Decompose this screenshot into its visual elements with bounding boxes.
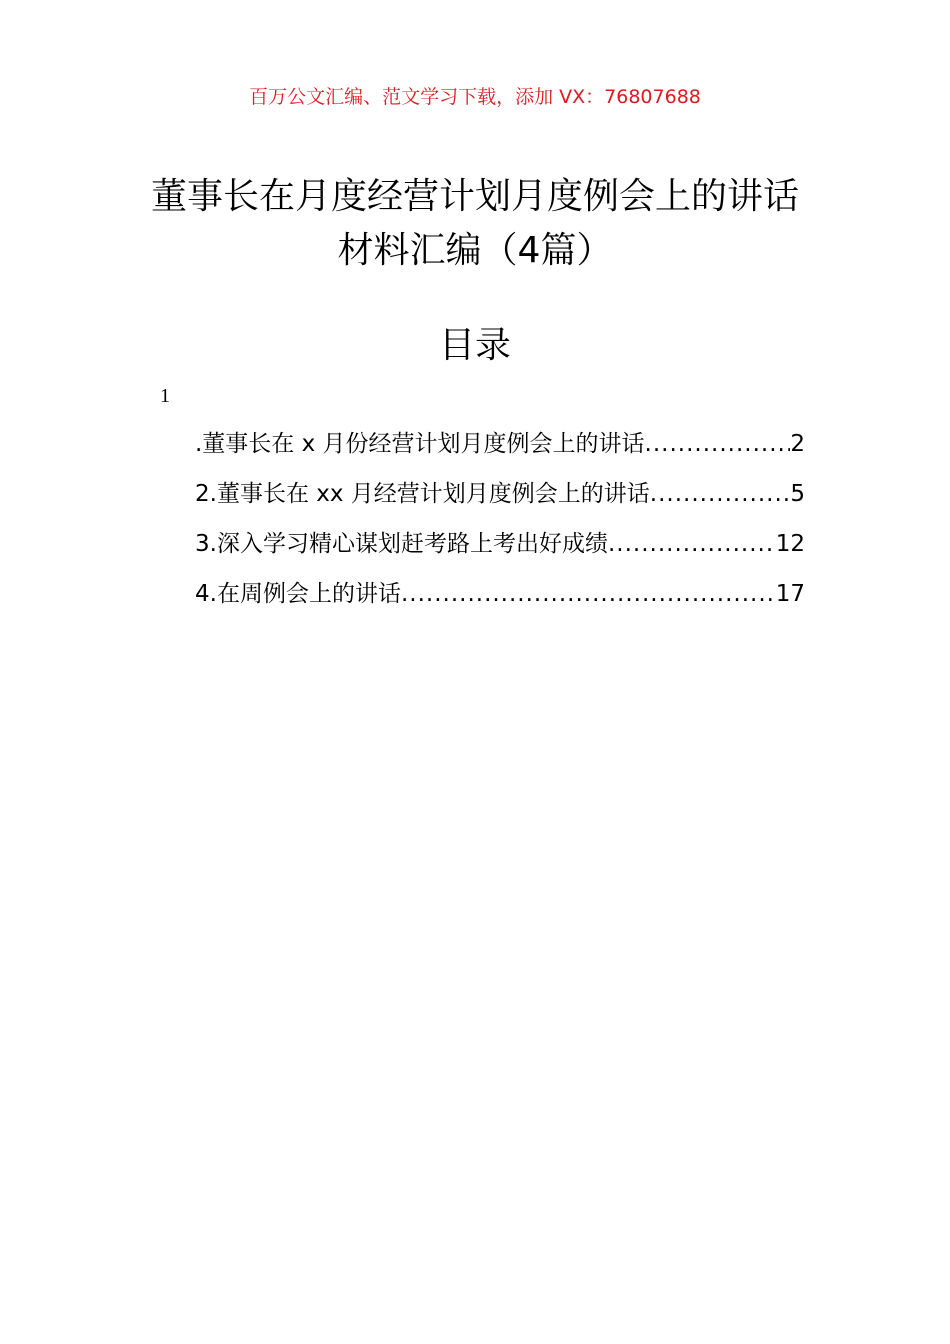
table-of-contents <box>195 424 805 624</box>
toc-leader-dots <box>645 424 791 464</box>
document-title <box>0 170 950 278</box>
toc-item-title: 2.董事长在 xx 月经营计划月度例会上的讲话 <box>195 481 650 507</box>
toc-item[interactable] <box>195 574 805 624</box>
document-title-line-1: 董事长在月度经营计划月度例会上的讲话 <box>150 176 799 217</box>
toc-item-page: 5 <box>790 481 805 507</box>
header-banner: 百万公文汇编、范文学习下载，添加 VX：76807688 <box>249 86 701 108</box>
toc-heading: 目录 <box>438 325 511 366</box>
toc-leader-dots <box>608 524 776 564</box>
toc-item[interactable] <box>195 524 805 574</box>
toc-item-page: 2 <box>790 431 805 457</box>
stray-number: 1 <box>160 385 170 407</box>
toc-item-title: 3.深入学习精心谋划赶考路上考出好成绩 <box>195 531 608 557</box>
toc-leader-dots <box>650 474 791 514</box>
toc-item[interactable] <box>195 424 805 474</box>
toc-item-page: 12 <box>775 531 805 557</box>
toc-item-title: 4.在周例会上的讲话 <box>195 581 401 607</box>
document-title-line-2: 材料汇编（4篇） <box>337 230 613 271</box>
toc-item-page: 17 <box>775 581 805 607</box>
toc-item[interactable] <box>195 474 805 524</box>
toc-leader-dots <box>401 574 776 614</box>
toc-item-title: .董事长在 x 月份经营计划月度例会上的讲话 <box>195 431 645 457</box>
